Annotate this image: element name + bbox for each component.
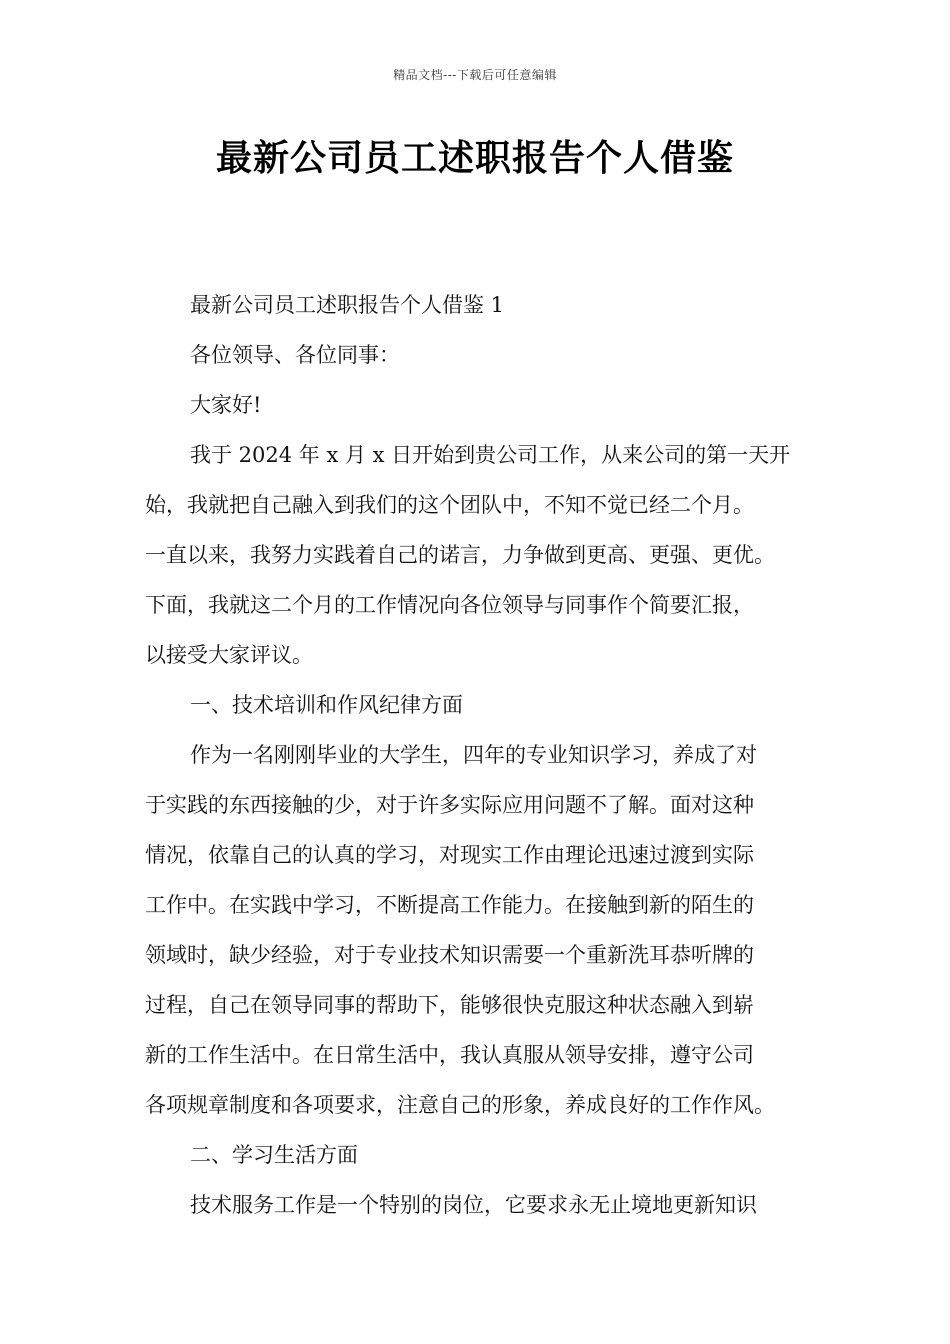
paragraph-line: 各项规章制度和各项要求，注意自己的形象，养成良好的工作作风。	[145, 1093, 775, 1117]
header-note: 精品文档---下载后可任意编辑	[393, 68, 557, 82]
paragraph-line: 我于 2024 年 x 月 x 日开始到贵公司工作，从来公司的第一天开	[190, 443, 791, 467]
paragraph-line: 领域时，缺少经验，对于专业技术知识需要一个重新洗耳恭听牌的	[145, 943, 754, 967]
paragraph-line: 以接受大家评议。	[145, 643, 313, 667]
document-body	[145, 280, 810, 1230]
paragraph-line: 下面，我就这二个月的工作情况向各位领导与同事作个简要汇报，	[145, 593, 754, 617]
paragraph-line: 技术服务工作是一个特别的岗位，它要求永无止境地更新知识	[190, 1193, 757, 1217]
paragraph-line: 过程，自己在领导同事的帮助下，能够很快克服这种状态融入到崭	[145, 993, 754, 1017]
greeting: 大家好!	[190, 393, 262, 417]
paragraph-line: 始，我就把自己融入到我们的这个团队中，不知不觉已经二个月。	[145, 493, 754, 517]
paragraph-line: 工作中。在实践中学习，不断提高工作能力。在接触到新的陌生的	[145, 893, 754, 917]
paragraph-line: 于实践的东西接触的少，对于许多实际应用问题不了解。面对这种	[145, 793, 754, 817]
section-heading-1: 最新公司员工述职报告个人借鉴 1	[190, 293, 505, 317]
section-heading: 二、学习生活方面	[190, 1143, 358, 1167]
section-heading: 一、技术培训和作风纪律方面	[190, 693, 463, 717]
paragraph-line: 情况，依靠自己的认真的学习，对现实工作由理论迅速过渡到实际	[145, 843, 754, 867]
paragraph-line: 一直以来，我努力实践着自己的诺言，力争做到更高、更强、更优。	[145, 543, 775, 567]
paragraph-line: 作为一名刚刚毕业的大学生，四年的专业知识学习，养成了对	[190, 743, 757, 767]
paragraph-line: 新的工作生活中。在日常生活中，我认真服从领导安排，遵守公司	[145, 1043, 754, 1067]
document-title: 最新公司员工述职报告个人借鉴	[215, 138, 734, 179]
salutation: 各位领导、各位同事：	[190, 343, 400, 367]
